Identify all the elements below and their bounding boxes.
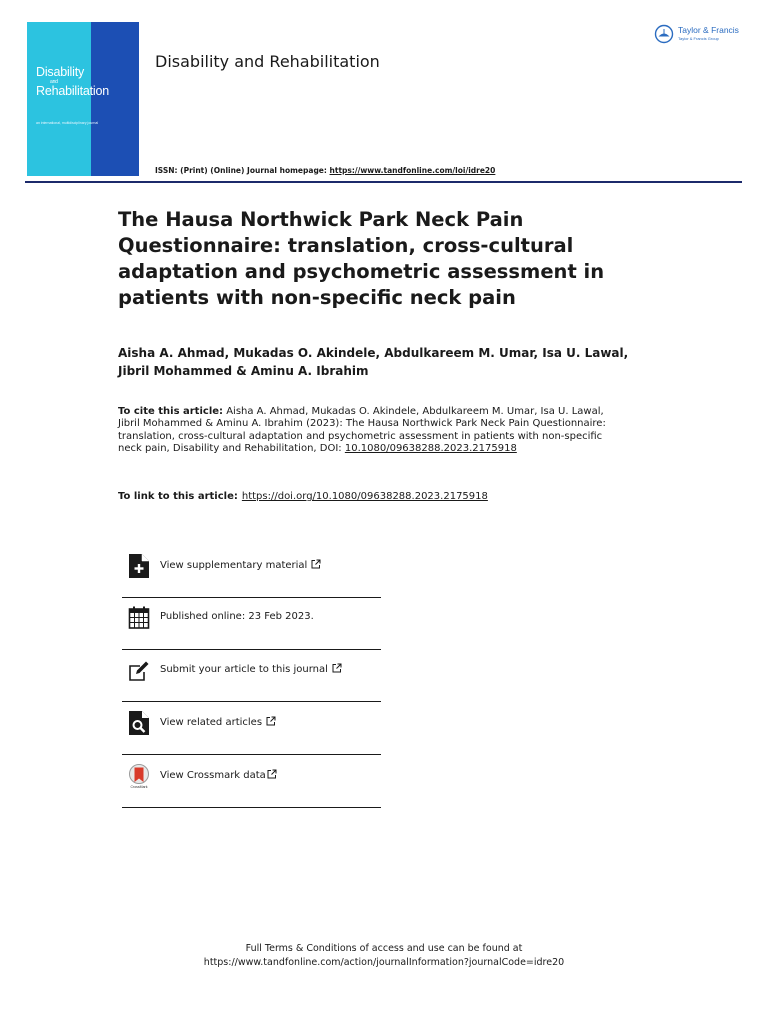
- issn-line: [155, 166, 495, 175]
- related-articles-icon: [128, 710, 150, 736]
- crossmark-icon: [128, 763, 150, 789]
- terms-footer-link[interactable]: https://www.tandfonline.com/action/journalInformation?journalCode=idre20: [203, 957, 565, 968]
- related-articles-text: View related articles: [160, 717, 263, 728]
- crossmark-label: [160, 769, 277, 781]
- publisher-group: Taylor & Francis Group: [678, 36, 719, 41]
- publisher-logo[interactable]: [654, 23, 746, 47]
- article-link-label: To link to this article:: [118, 491, 238, 502]
- article-link-line: [118, 490, 638, 503]
- submit-article-text: Submit your article to this journal: [160, 664, 328, 675]
- svg-text:CrossMark: CrossMark: [130, 785, 148, 789]
- terms-footer: [0, 942, 768, 970]
- submit-article-link[interactable]: [122, 649, 381, 701]
- citation-label: To cite this article:: [118, 406, 224, 417]
- publisher-logo-icon: [654, 24, 674, 44]
- citation-block: [118, 406, 618, 456]
- external-link-icon: [266, 716, 276, 726]
- issn-label: ISSN: (Print) (Online) Journal homepage:: [155, 166, 330, 175]
- supplementary-material-link[interactable]: [122, 545, 381, 597]
- external-link-icon: [267, 769, 277, 779]
- supplementary-material-text: View supplementary material: [160, 560, 308, 571]
- terms-footer-line1: Full Terms & Conditions of access and use can be found at: [245, 943, 523, 954]
- publisher-name: Taylor & Francis: [678, 25, 739, 35]
- supplementary-material-label: [160, 559, 321, 571]
- article-authors: Aisha A. Ahmad, Mukadas O. Akindele, Abdulkareem M. Umar, Isa U. Lawal, Jibril Mohammed & Aminu A. Ibrahim: [118, 346, 629, 378]
- crossmark-text: View Crossmark data: [160, 770, 266, 781]
- related-articles-label: [160, 716, 276, 728]
- citation-doi-link[interactable]: 10.1080/09638288.2023.2175918: [344, 443, 517, 455]
- calendar-icon: [128, 605, 150, 631]
- article-doi-link[interactable]: https://doi.org/10.1080/09638288.2023.2175918: [241, 491, 488, 502]
- crossmark-link[interactable]: [122, 755, 381, 807]
- related-articles-link[interactable]: [122, 702, 381, 754]
- supplementary-file-icon: [128, 553, 150, 579]
- journal-title: Disability and Rehabilitation: [155, 52, 380, 71]
- external-link-icon: [311, 559, 321, 569]
- journal-cover-image: [27, 22, 139, 176]
- cover-title-line1: Disability: [36, 65, 85, 79]
- article-title: The Hausa Northwick Park Neck Pain Questionnaire: translation, cross-cultural adaptation and psychometric assessment in patients with non-specific neck pain: [118, 208, 605, 309]
- cover-subtitle: an international, multidisciplinary journal: [36, 121, 99, 125]
- published-online-item: [122, 597, 381, 649]
- header-divider: [25, 181, 742, 183]
- link-divider: [122, 807, 381, 808]
- cover-dark-panel: [91, 22, 139, 176]
- cover-title: [36, 66, 139, 98]
- published-online-label: Published online: 23 Feb 2023.: [160, 611, 314, 622]
- journal-homepage-link[interactable]: https://www.tandfonline.com/loi/idre20: [329, 166, 496, 175]
- external-link-icon: [332, 663, 342, 673]
- cover-title-and: and: [50, 79, 58, 85]
- citation-text: Aisha A. Ahmad, Mukadas O. Akindele, Abdulkareem M. Umar, Isa U. Lawal, Jibril Mohammed & Aminu A. Ibrahim (2023): The Hausa Northwick Park Neck Pain Questionnaire: translation, cross-cultural adaptation and psychometric assessment in patients with non-specific neck pain, Disability and Rehabilitation, DOI:: [118, 406, 606, 455]
- submit-article-label: [160, 663, 342, 675]
- edit-icon: [128, 657, 150, 683]
- cover-light-panel: [27, 22, 91, 176]
- cover-title-line2: Rehabilitation: [36, 84, 109, 98]
